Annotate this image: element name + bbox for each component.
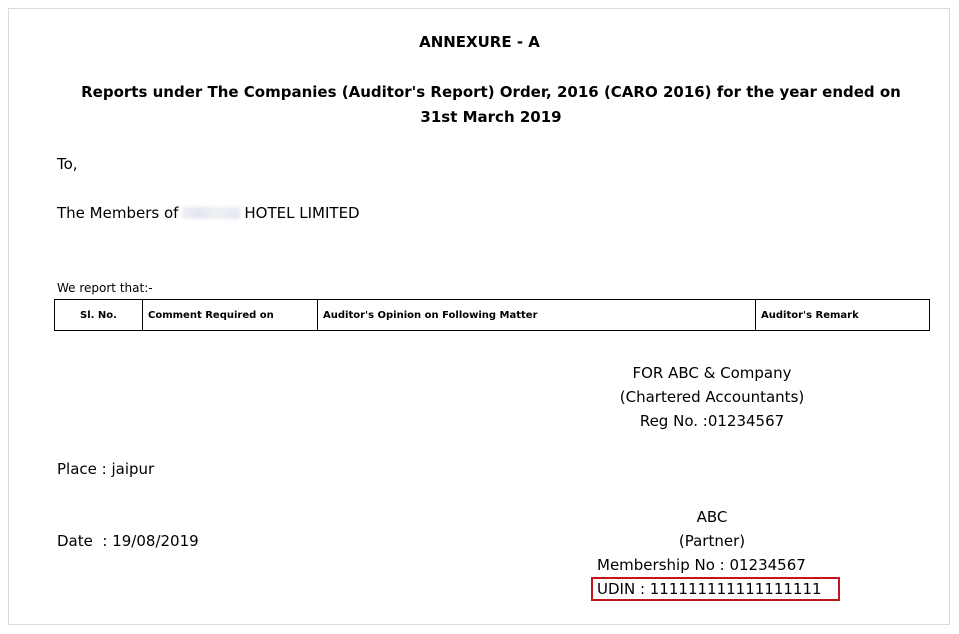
partner-block	[590, 505, 834, 553]
report-title: Reports under The Companies (Auditor's Report) Order, 2016 (CARO 2016) for the year ended on 31st March 2019	[81, 83, 901, 126]
header-sl-no: Sl. No.	[55, 300, 143, 331]
membership-number: Membership No : 01234567	[597, 556, 806, 574]
partner-name: ABC	[696, 508, 728, 526]
annexure-heading: ANNEXURE - A	[419, 33, 540, 51]
report-intro: We report that:-	[57, 281, 153, 295]
firm-reg-no: Reg No. :01234567	[639, 412, 785, 430]
header-auditor-opinion: Auditor's Opinion on Following Matter	[318, 300, 756, 331]
place-line: Place : jaipur	[57, 460, 155, 478]
firm-name: FOR ABC & Company	[632, 364, 792, 382]
redacted-company-name	[182, 207, 240, 219]
firm-block	[590, 361, 834, 433]
firm-type: (Chartered Accountants)	[619, 388, 805, 406]
company-suffix: HOTEL LIMITED	[244, 204, 360, 222]
to-line: To,	[57, 155, 78, 173]
header-auditor-remark: Auditor's Remark	[756, 300, 930, 331]
date-line: Date : 19/08/2019	[57, 532, 199, 550]
place-date-block	[57, 409, 199, 577]
members-line	[57, 204, 360, 222]
header-comment-required: Comment Required on	[143, 300, 318, 331]
caro-table	[54, 299, 930, 331]
partner-role: (Partner)	[678, 532, 746, 550]
members-prefix: The Members of	[57, 204, 179, 222]
udin-highlight: UDIN : 111111111111111111	[591, 577, 840, 601]
table-header-row	[55, 300, 930, 331]
